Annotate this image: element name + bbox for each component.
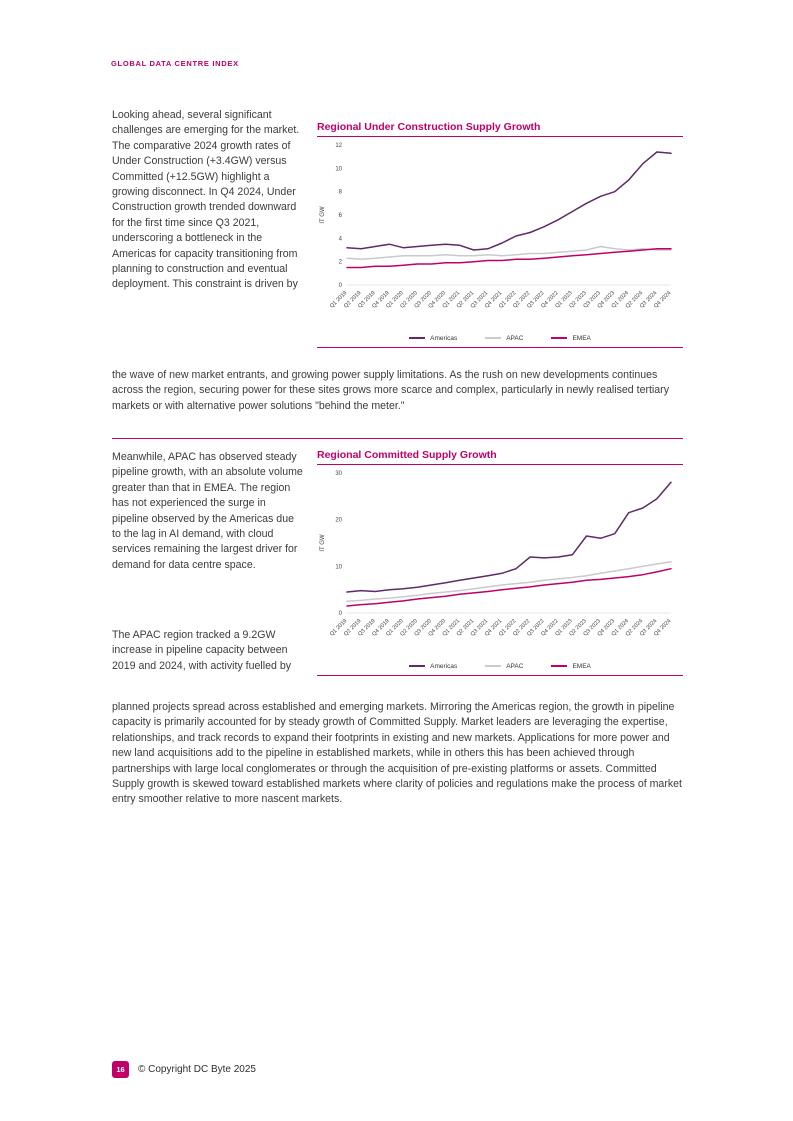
svg-text:Q4 2023: Q4 2023 <box>596 618 617 638</box>
svg-text:0: 0 <box>338 283 342 289</box>
chart-bottom-divider <box>317 347 683 348</box>
page-number-badge: 16 <box>112 1061 129 1078</box>
legend-label-apac: APAC <box>506 662 524 670</box>
svg-text:Q4 2021: Q4 2021 <box>483 290 504 310</box>
legend-swatch-americas <box>409 665 425 667</box>
legend-swatch-emea <box>551 665 567 667</box>
svg-text:12: 12 <box>335 143 342 149</box>
svg-text:8: 8 <box>338 189 342 196</box>
svg-text:Q2 2020: Q2 2020 <box>399 618 419 638</box>
svg-text:Q4 2019: Q4 2019 <box>371 290 391 310</box>
chart-bottom-divider <box>317 675 683 676</box>
svg-text:Q4 2024: Q4 2024 <box>652 618 673 638</box>
svg-text:Q3 2022: Q3 2022 <box>526 290 546 310</box>
svg-text:10: 10 <box>335 564 342 571</box>
svg-text:Q3 2023: Q3 2023 <box>582 290 602 310</box>
legend-swatch-apac <box>485 337 501 339</box>
svg-text:Q2 2021: Q2 2021 <box>455 290 476 310</box>
legend-swatch-apac <box>485 665 501 667</box>
svg-text:Q3 2021: Q3 2021 <box>469 618 490 638</box>
chart-legend <box>317 659 683 673</box>
legend-swatch-americas <box>409 337 425 339</box>
svg-text:Q1 2019: Q1 2019 <box>328 290 349 310</box>
chart-legend <box>317 331 683 345</box>
svg-text:Q1 2023: Q1 2023 <box>554 618 574 638</box>
svg-text:Q3 2024: Q3 2024 <box>638 290 659 310</box>
legend-item-americas <box>409 335 457 342</box>
svg-text:Q1 2023: Q1 2023 <box>554 290 574 310</box>
svg-text:Q3 2020: Q3 2020 <box>413 618 433 638</box>
svg-text:Q4 2023: Q4 2023 <box>596 290 617 310</box>
paragraph-apac-tracked: The APAC region tracked a 9.2GW increase in pipeline capacity between 2019 and 2024, with activity fuelled by <box>112 629 292 672</box>
svg-text:Q3 2019: Q3 2019 <box>357 290 377 310</box>
svg-text:Q1 2021: Q1 2021 <box>441 290 462 310</box>
svg-text:Q2 2019: Q2 2019 <box>343 618 363 638</box>
svg-text:Q2 2024: Q2 2024 <box>624 290 645 310</box>
svg-text:Q3 2020: Q3 2020 <box>413 290 433 310</box>
chart-title-under-construction: Regional Under Construction Supply Growth <box>317 121 541 133</box>
svg-text:Q3 2024: Q3 2024 <box>638 618 659 638</box>
svg-text:0: 0 <box>338 611 342 617</box>
page-header: GLOBAL DATA CENTRE INDEX <box>111 59 239 68</box>
legend-item-apac <box>485 663 523 670</box>
svg-text:Q3 2019: Q3 2019 <box>357 618 377 638</box>
legend-item-apac <box>485 335 523 342</box>
under-construction-line-chart <box>317 137 683 331</box>
paragraph-apac: Meanwhile, APAC has observed steady pipeline growth, with an absolute volume greater than that in EMEA. The region has not experienced the surge in pipeline observed by the Americas due to the lag in AI demand, with cloud services remaining the largest driver for demand for data centre space. <box>112 451 303 571</box>
svg-text:30: 30 <box>335 471 342 477</box>
legend-swatch-emea <box>551 337 567 339</box>
svg-text:Q4 2020: Q4 2020 <box>427 290 448 310</box>
svg-text:Q1 2019: Q1 2019 <box>328 618 349 638</box>
legend-item-emea <box>551 663 590 670</box>
legend-item-emea <box>551 335 590 342</box>
paragraph-power-supply: the wave of new market entrants, and growing power supply limitations. As the rush on new developments continues across the region, securing power for these sites grows more scarce and complex, particularly in newly realised tertiary markets or with alternative power solutions "behind the meter." <box>112 369 669 412</box>
svg-text:2: 2 <box>338 259 342 266</box>
svg-text:Q2 2023: Q2 2023 <box>568 618 588 638</box>
svg-text:Q4 2022: Q4 2022 <box>540 290 560 310</box>
svg-text:Q1 2022: Q1 2022 <box>498 290 518 310</box>
svg-text:Q2 2023: Q2 2023 <box>568 290 588 310</box>
svg-text:Q2 2019: Q2 2019 <box>343 290 363 310</box>
legend-label-americas: Americas <box>430 334 458 342</box>
page-footer <box>112 1061 256 1078</box>
legend-label-apac: APAC <box>506 334 524 342</box>
svg-text:Q1 2024: Q1 2024 <box>610 618 631 638</box>
svg-text:10: 10 <box>335 166 342 173</box>
paragraph-outlook: Looking ahead, several significant challenges are emerging for the market. The comparative 2024 growth rates of Under Construction (+3.4GW) versus Committed (+12.5GW) highlight a growing disconnect. In Q4 2024, Under Construction growth trended downward for the first time since Q3 2021, underscoring a bottleneck in the Americas for capacity transitioning from planning to construction and eventual deployment. This constraint is driven by <box>112 109 300 291</box>
svg-text:Q3 2021: Q3 2021 <box>469 290 490 310</box>
committed-line-chart <box>317 465 683 659</box>
svg-text:Q1 2024: Q1 2024 <box>610 290 631 310</box>
legend-label-emea: EMEA <box>572 662 591 670</box>
svg-text:6: 6 <box>338 213 342 219</box>
chart-under-construction <box>317 121 683 348</box>
svg-text:Q1 2021: Q1 2021 <box>441 618 462 638</box>
svg-text:20: 20 <box>335 517 342 524</box>
chart-committed <box>317 449 683 676</box>
svg-text:Q4 2022: Q4 2022 <box>540 618 560 638</box>
svg-text:Q3 2022: Q3 2022 <box>526 618 546 638</box>
svg-text:IT GW: IT GW <box>320 534 326 552</box>
svg-text:IT GW: IT GW <box>320 206 326 224</box>
svg-text:Q2 2022: Q2 2022 <box>512 618 532 638</box>
chart-title-committed: Regional Committed Supply Growth <box>317 449 497 461</box>
copyright-text: © Copyright DC Byte 2025 <box>138 1064 256 1075</box>
svg-text:4: 4 <box>338 236 342 243</box>
svg-text:Q3 2023: Q3 2023 <box>582 618 602 638</box>
svg-text:Q1 2020: Q1 2020 <box>385 290 405 310</box>
paragraph-committed-growth: planned projects spread across established and emerging markets. Mirroring the Americas region, the growth in pipeline capacity is primarily accounted for by steady growth of Committed Supply. Market leaders are leveraging the expertise, relationships, and track records to expand their footprints in existing and new markets. Applications for more power and new land acquisitions add to the pipeline in established markets, while in others this has been achieved through partnerships with large local conglomerates or through the acquisition of pre-existing platforms or assets. Committed Supply growth is skewed toward established markets where clarity of policies and regulations make the process of market entry smoother relative to more nascent markets. <box>112 701 682 806</box>
legend-item-americas <box>409 663 457 670</box>
svg-text:Q4 2021: Q4 2021 <box>483 618 504 638</box>
svg-text:Q4 2024: Q4 2024 <box>652 290 673 310</box>
svg-text:Q1 2020: Q1 2020 <box>385 618 405 638</box>
svg-text:Q2 2022: Q2 2022 <box>512 290 532 310</box>
svg-text:Q2 2024: Q2 2024 <box>624 618 645 638</box>
svg-text:Q2 2021: Q2 2021 <box>455 618 476 638</box>
legend-label-americas: Americas <box>430 662 458 670</box>
svg-text:Q1 2022: Q1 2022 <box>498 618 518 638</box>
svg-text:Q4 2020: Q4 2020 <box>427 618 448 638</box>
section-divider <box>112 438 683 439</box>
svg-text:Q4 2019: Q4 2019 <box>371 618 391 638</box>
svg-text:Q2 2020: Q2 2020 <box>399 290 419 310</box>
legend-label-emea: EMEA <box>572 334 591 342</box>
